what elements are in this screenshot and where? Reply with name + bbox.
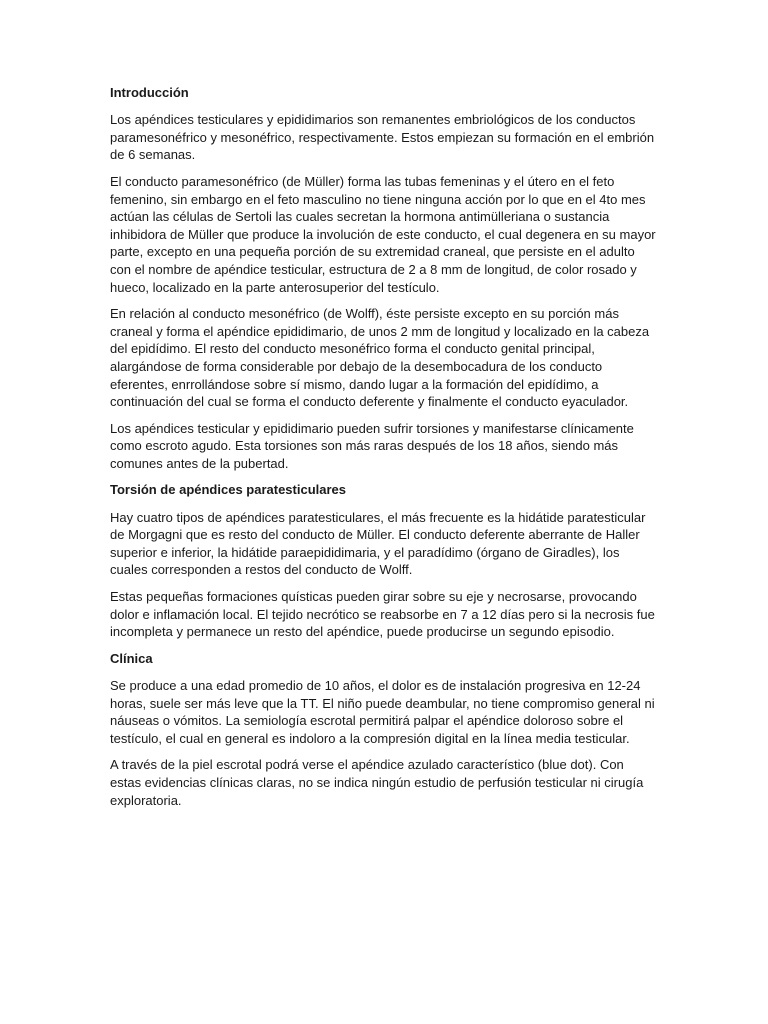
section-heading: Introducción [110,85,189,100]
paragraph: En relación al conducto mesonéfrico (de Wolff), éste persiste excepto en su porción más craneal y forma el apéndice epididimario, de unos 2 mm de longitud y localizado en la cabeza del epidídimo. El resto del conducto mesonéfrico forma el conducto genital principal, alargándose de forma considerable por debajo de la desembocadura de los conducto eferentes, enrrollándose sobre sí mismo, dando lugar a la formación del epidídimo, a continuación del cual se forma el conducto deferente y finalmente el conducto eyaculador. [110,306,650,410]
paragraph: A través de la piel escrotal podrá verse el apéndice azulado característico (blue dot). Con estas evidencias clínicas claras, no se indica ningún estudio de perfusión testicular ni cirugía exploratoria. [110,757,644,808]
paragraph: Los apéndices testiculares y epididimarios son remanentes embriológicos de los conductos paramesonéfrico y mesonéfrico, respectivamente. Estos empiezan su formación en el embrión de 6 semanas. [110,112,655,163]
section-introduccion [110,84,658,472]
document-page [110,84,658,818]
paragraph: El conducto paramesonéfrico (de Müller) forma las tubas femeninas y el útero en el feto femenino, sin embargo en el feto masculino no tiene ninguna acción por lo que en el 4to mes actúan las células de Sertoli las cuales secretan la hormona antimülleriana o sustancia inhibidora de Müller que produce la involución de este conducto, el cual degenera en su mayor parte, excepto en una pequeña porción de su extremidad craneal, que persiste en el adulto con el nombre de apéndice testicular, estructura de 2 a 8 mm de longitud, de color rosado y hueco, localizado en la parte anterosuperior del testículo. [110,173,656,295]
paragraph: Los apéndices testicular y epididimario pueden sufrir torsiones y manifestarse clínicamente como escroto agudo. Esta torsiones son más raras después de los 18 años, siendo más comunes antes de la pubertad. [110,420,634,471]
section-clinica [110,650,658,809]
section-torsion [110,481,658,640]
section-heading: Torsión de apéndices paratesticulares [110,482,347,498]
paragraph: Estas pequeñas formaciones quísticas pueden girar sobre su eje y necrosarse, provocando dolor e inflamación local. El tejido necrótico se reabsorbe en 7 a 12 días pero si la necrosis fue incompleta y permanece un resto del apéndice, puede producirse un segundo episodio. [110,589,655,640]
paragraph: Hay cuatro tipos de apéndices paratesticulares, el más frecuente es la hidátide paratesticular de Morgagni que es resto del conducto de Müller. El conducto deferente aberrante de Haller superior e inferior, la hidátide paraepididimaria, y el paradídimo (órgano de Giradles), los cuales corresponden a restos del conducto de Wolff. [110,509,646,578]
section-heading: Clínica [110,650,153,666]
paragraph: Se produce a una edad promedio de 10 años, el dolor es de instalación progresiva en 12-24 horas, suele ser más leve que la TT. El niño puede deambular, no tiene compromiso general ni náuseas o vómitos. La semiología escrotal permitirá palpar el apéndice doloroso sobre el testículo, el cual en general es indoloro a la compresión digital en la línea media testicular. [110,678,655,746]
